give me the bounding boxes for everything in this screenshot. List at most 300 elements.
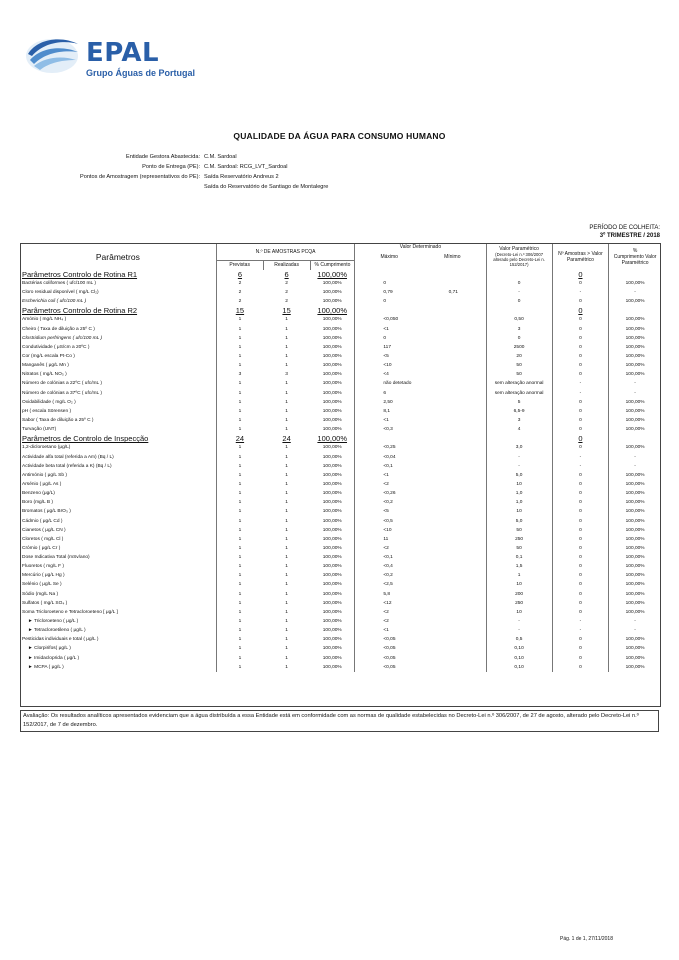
param-name: Número de colónias a 37ºC ( ufc/mL ) [22,390,102,396]
valor-parametrico: 0,5 [486,635,552,644]
section-row [20,270,661,279]
valor-parametrico: 10 [486,580,552,589]
maximo: <2 [355,608,421,617]
cumprimento-vp: 100,00% [609,443,661,452]
minimo [421,480,486,489]
previstas: 1 [216,599,263,608]
cumprimento: 100,00% [322,500,342,506]
param-name: Antimónio ( μg/L Sb ) [22,472,67,478]
table-row [20,626,661,635]
table-row [20,663,661,672]
param-name: Actividade alfa total (referida a Am) (Bq / L) [22,454,114,460]
realizadas: 2 [285,289,288,295]
results-body [20,270,661,672]
maximo: <0,05 [355,663,421,672]
previstas: 1 [216,526,263,535]
realizadas: 1 [285,655,288,661]
maximo: <0,2 [355,498,421,507]
param-name: ► Tetracloroetileno ( μg/L ) [28,628,86,634]
minimo [421,571,486,580]
n-amostras-vp: 0 [552,279,609,288]
valor-parametrico: 10 [486,507,552,516]
section-n-amostras: 0 [578,434,583,444]
period-value: 3º TRIMESTRE / 2018 [599,233,660,239]
brand-name: EPAL [86,38,160,68]
param-name: Actividade beta total (referida a K) (Bq / L) [22,463,112,469]
n-amostras-vp: - [552,462,609,471]
n-amostras-vp: - [552,452,609,461]
param-name: pH ( escala Sörensen ) [22,408,72,414]
table-row [20,462,661,471]
previstas: 1 [216,416,263,425]
n-amostras-vp: 0 [552,416,609,425]
maximo: <0,25 [355,443,421,452]
cumprimento-vp: 100,00% [609,361,661,370]
epal-logo [22,30,212,90]
n-amostras-vp: 0 [552,343,609,352]
maximo: <0,050 [355,315,421,324]
cumprimento-vp: 100,00% [609,526,661,535]
cumprimento-vp: 100,00% [609,324,661,333]
maximo: <12 [355,599,421,608]
previstas: 1 [216,663,263,672]
minimo [421,425,486,434]
cumprimento-vp: 100,00% [609,599,661,608]
previstas: 1 [216,498,263,507]
table-row [20,553,661,562]
table-row [20,398,661,407]
cumprimento-vp: - [609,379,661,388]
header-valor-determinado [355,244,486,261]
maximo: 0 [355,334,421,343]
table-row [20,635,661,644]
realizadas: 1 [285,664,288,670]
previstas: 1 [216,407,263,416]
table-row [20,407,661,416]
previstas: 1 [216,398,263,407]
n-amostras-vp: 0 [552,526,609,535]
n-amostras-vp: 0 [552,361,609,370]
valor-parametrico: 250 [486,599,552,608]
valor-parametrico: 20 [486,352,552,361]
cumprimento: 100,00% [322,317,342,323]
maximo: <0,3 [355,425,421,434]
section-previstas: 15 [235,306,245,316]
realizadas: 1 [285,573,288,579]
valor-parametrico: 250 [486,535,552,544]
param-name: Sabor ( Taxa de diluição a 25º C ) [22,417,94,423]
cumprimento-vp: 100,00% [609,580,661,589]
valor-parametrico: 5,0 [486,471,552,480]
minimo [421,352,486,361]
maximo: <1 [355,471,421,480]
valor-parametrico: - [486,452,552,461]
n-amostras-vp: 0 [552,324,609,333]
realizadas: 1 [285,399,288,405]
maximo: 8,1 [355,407,421,416]
maximo: <2 [355,480,421,489]
cumprimento: 100,00% [322,637,342,643]
valor-parametrico: 1,0 [486,498,552,507]
maximo: 117 [355,343,421,352]
n-amostras-vp: 0 [552,498,609,507]
minimo [421,297,486,306]
cumprimento-vp: 100,00% [609,297,661,306]
previstas: 2 [216,297,263,306]
realizadas: 1 [285,481,288,487]
n-amostras-vp: 0 [552,315,609,324]
realizadas: 1 [285,491,288,497]
valor-parametrico: 3 [486,324,552,333]
evaluation-note: Avaliação: Os resultados analíticos apresentados evidenciam que a água distribuída a essa Entidade está em conformidade com as normas de qualidade estabelecidas no Decreto-Lei n.º 306/2007, de 27 de agosto, alterado pelo Decreto-Lei n.º 152/2017, de 7 de dezembro. [20,710,659,732]
cumprimento: 100,00% [322,344,342,350]
cumprimento: 100,00% [322,463,342,469]
realizadas: 1 [285,335,288,341]
previstas: 1 [216,507,263,516]
info-label: Pontos de Amostragem (representativos do PE): [79,174,200,180]
previstas: 1 [216,352,263,361]
n-amostras-vp: 0 [552,398,609,407]
header-n-amostras-vp: Nº Amostras > Valor Paramétrico [552,244,609,270]
table-row [20,443,661,452]
realizadas: 1 [285,326,288,332]
page-footer: Pág. 1 de 1, 27/11/2018 [559,936,613,942]
n-amostras-vp: 0 [552,407,609,416]
valor-parametrico: 1,5 [486,562,552,571]
valor-parametrico: 3,0 [486,443,552,452]
minimo [421,443,486,452]
param-name: Soma Tricloroeteno e Tetracloroeteno [ μg/L ] [22,609,118,615]
valor-parametrico: 10 [486,608,552,617]
cumprimento-vp: 100,00% [609,590,661,599]
table-row [20,580,661,589]
minimo [421,599,486,608]
param-name: Sulfatos ( mg/L SO₄ ) [22,600,68,606]
valor-parametrico: 0,10 [486,654,552,663]
minimo [421,489,486,498]
table-row [20,617,661,626]
cumprimento: 100,00% [322,609,342,615]
cumprimento-vp: 100,00% [609,535,661,544]
cumprimento: 100,00% [322,417,342,423]
cumprimento: 100,00% [322,445,342,451]
realizadas: 1 [285,427,288,433]
table-row [20,498,661,507]
previstas: 1 [216,571,263,580]
maximo: <0,1 [355,553,421,562]
realizadas: 1 [285,317,288,323]
realizadas: 1 [285,609,288,615]
realizadas: 3 [285,372,288,378]
cumprimento-vp: 100,00% [609,562,661,571]
minimo [421,315,486,324]
param-name: Mercúrio ( μg/L Hg ) [22,573,65,579]
maximo: <5 [355,507,421,516]
cumprimento: 100,00% [322,280,342,286]
param-name: Selénio ( μg/L Se ) [22,582,62,588]
table-row [20,644,661,653]
minimo [421,626,486,635]
table-row [20,480,661,489]
minimo [421,498,486,507]
param-name: Cianetos ( μg/L CN ) [22,527,66,533]
n-amostras-vp: 0 [552,425,609,434]
maximo: 0 [355,279,421,288]
realizadas: 1 [285,353,288,359]
minimo [421,343,486,352]
previstas: 1 [216,324,263,333]
table-row [20,361,661,370]
maximo: <10 [355,361,421,370]
maximo: <1 [355,416,421,425]
n-amostras-vp: 0 [552,370,609,379]
minimo [421,507,486,516]
minimo [421,608,486,617]
table-row [20,288,661,297]
table-row [20,516,661,525]
header-realizadas: Realizadas [263,260,310,270]
cumprimento: 100,00% [322,591,342,597]
cumprimento-vp: 100,00% [609,398,661,407]
cumprimento: 100,00% [322,619,342,625]
realizadas: 1 [285,472,288,478]
realizadas: 1 [285,628,288,634]
table-row [20,562,661,571]
minimo [421,580,486,589]
param-name: Condutividade ( μS/cm a 20ºC ) [22,344,90,350]
table-row [20,452,661,461]
n-amostras-vp: 0 [552,553,609,562]
info-value: Saída Reservatório Andreus 2 [204,174,279,180]
cumprimento: 100,00% [322,555,342,561]
n-amostras-vp: - [552,379,609,388]
cumprimento: 100,00% [322,472,342,478]
cumprimento-vp: 100,00% [609,553,661,562]
n-amostras-vp: 0 [552,352,609,361]
valor-parametrico: 0,10 [486,663,552,672]
minimo [421,535,486,544]
n-amostras-vp: 0 [552,599,609,608]
previstas: 1 [216,553,263,562]
param-name: Oxidabilidade ( mg/L O₂ ) [22,399,76,405]
n-amostras-vp: - [552,617,609,626]
cumprimento: 100,00% [322,454,342,460]
realizadas: 1 [285,619,288,625]
param-name: Sódio (mg/L Na ) [22,591,59,597]
param-name: Cor (mg/L escala Pt-Co ) [22,353,75,359]
param-name: Arsénio ( μg/L As ) [22,481,62,487]
header-previstas: Previstas [216,260,263,270]
n-amostras-vp: 0 [552,489,609,498]
valor-parametrico: 0 [486,334,552,343]
param-name: Cheiro ( Taxa de diluição a 25º C ) [22,326,95,332]
header-maximo: Máximo [380,254,398,260]
realizadas: 1 [285,591,288,597]
header-pct: % [632,247,638,254]
cumprimento: 100,00% [322,326,342,332]
collection-period [589,224,660,240]
cumprimento: 100,00% [322,573,342,579]
table-row [20,379,661,388]
param-name: ► Clorpirifos( μg/L ) [28,646,71,652]
table-row [20,489,661,498]
param-name: ► MCPA ( μg/L ) [28,664,64,670]
epal-wave-logo-icon [22,30,86,80]
cumprimento-vp: 100,00% [609,516,661,525]
table-row [20,334,661,343]
table-row [20,297,661,306]
n-amostras-vp: - [552,388,609,397]
previstas: 1 [216,462,263,471]
minimo [421,361,486,370]
n-amostras-vp: 0 [552,443,609,452]
valor-parametrico: 1 [486,571,552,580]
cumprimento-vp: 100,00% [609,315,661,324]
cumprimento-vp: - [609,617,661,626]
n-amostras-vp: - [552,626,609,635]
valor-parametrico: 50 [486,544,552,553]
table-row [20,370,661,379]
cumprimento-vp: 100,00% [609,608,661,617]
maximo: <1 [355,324,421,333]
previstas: 1 [216,608,263,617]
param-name: Pesticidas individuais e total ( μg/L ) [22,637,99,643]
cumprimento: 100,00% [322,427,342,433]
cumprimento: 100,00% [322,646,342,652]
table-row [20,324,661,333]
param-name: Boro (mg/L B ) [22,500,54,506]
minimo [421,462,486,471]
valor-parametrico: 1,0 [486,489,552,498]
valor-parametrico: 0 [486,279,552,288]
valor-parametrico: 0 [486,297,552,306]
valor-parametrico: 6,5-9 [486,407,552,416]
maximo: 5,8 [355,590,421,599]
minimo [421,279,486,288]
cumprimento-vp: 100,00% [609,663,661,672]
minimo [421,516,486,525]
table-row [20,544,661,553]
valor-parametrico: 4 [486,425,552,434]
cumprimento: 100,00% [322,518,342,524]
cumprimento: 100,00% [322,363,342,369]
cumprimento-vp: 100,00% [609,370,661,379]
realizadas: 1 [285,646,288,652]
cumprimento: 100,00% [322,372,342,378]
header-cumprimento-vp [609,244,661,270]
maximo: <0,05 [355,635,421,644]
table-row [20,535,661,544]
maximo: 0 [355,297,421,306]
cumprimento: 100,00% [322,481,342,487]
maximo: <0,5 [355,516,421,525]
cumprimento-vp: 100,00% [609,635,661,644]
maximo: <0,2 [355,571,421,580]
table-row [20,352,661,361]
n-amostras-vp: 0 [552,507,609,516]
param-name: Fluoretos ( mg/L F ) [22,564,64,570]
n-amostras-vp: 0 [552,535,609,544]
section-n-amostras: 0 [578,269,583,279]
n-amostras-vp: 0 [552,635,609,644]
table-row [20,315,661,324]
maximo: 6 [355,388,421,397]
maximo: <0,05 [355,654,421,663]
param-name: Clostridium perfringens ( ufc/100 mL ) [22,335,103,341]
previstas: 2 [216,288,263,297]
maximo: <0,4 [355,562,421,571]
valor-parametrico: 10 [486,480,552,489]
minimo [421,544,486,553]
table-row [20,599,661,608]
maximo: <5 [355,352,421,361]
maximo: <2 [355,617,421,626]
minimo [421,590,486,599]
period-label: PERÍODO DE COLHEITA: [589,225,660,231]
valor-parametrico: 0,10 [486,644,552,653]
cumprimento-vp: 100,00% [609,489,661,498]
cumprimento: 100,00% [322,628,342,634]
valor-parametrico: 50 [486,370,552,379]
realizadas: 1 [285,564,288,570]
n-amostras-vp: 0 [552,544,609,553]
previstas: 1 [216,471,263,480]
cumprimento: 100,00% [322,390,342,396]
valor-parametrico: - [486,617,552,626]
param-name: ► Imidacloprida ( μg/L ) [28,655,80,661]
minimo [421,635,486,644]
minimo [421,388,486,397]
realizadas: 1 [285,637,288,643]
realizadas: 1 [285,408,288,414]
cumprimento-vp: 100,00% [609,480,661,489]
valor-parametrico: - [486,626,552,635]
valor-parametrico: 5,0 [486,516,552,525]
cumprimento-vp: 100,00% [609,498,661,507]
minimo [421,370,486,379]
valor-parametrico: 50 [486,361,552,370]
minimo [421,663,486,672]
previstas: 1 [216,334,263,343]
header-valor-parametrico-note: (Decreto-Lei n.º 306/2007 alterado pelo Decreto-Lei n. 152/2017) [493,252,545,268]
realizadas: 1 [285,417,288,423]
param-name: Cádmio ( μg/L Cd ) [22,518,63,524]
cumprimento: 100,00% [322,582,342,588]
cumprimento-vp: 100,00% [609,425,661,434]
cumprimento: 100,00% [322,335,342,341]
realizadas: 2 [285,280,288,286]
param-name: Bactérias coliformes ( ufc/100 mL ) [22,280,96,286]
table-row [20,388,661,397]
previstas: 1 [216,535,263,544]
table-row [20,343,661,352]
cumprimento-vp: 100,00% [609,407,661,416]
cumprimento-vp: - [609,388,661,397]
param-name: Benzeno (μg/L) [22,491,55,497]
cumprimento-vp: 100,00% [609,571,661,580]
n-amostras-vp: 0 [552,516,609,525]
previstas: 1 [216,516,263,525]
valor-parametrico: - [486,462,552,471]
param-name: Bromatos ( μg/L BrO₃ ) [22,509,71,515]
previstas: 1 [216,443,263,452]
cumprimento: 100,00% [322,545,342,551]
minimo [421,407,486,416]
param-name: Escherichia coli ( ufc/100 mL ) [22,299,87,305]
realizadas: 1 [285,445,288,451]
realizadas: 2 [285,299,288,305]
maximo: <2 [355,544,421,553]
